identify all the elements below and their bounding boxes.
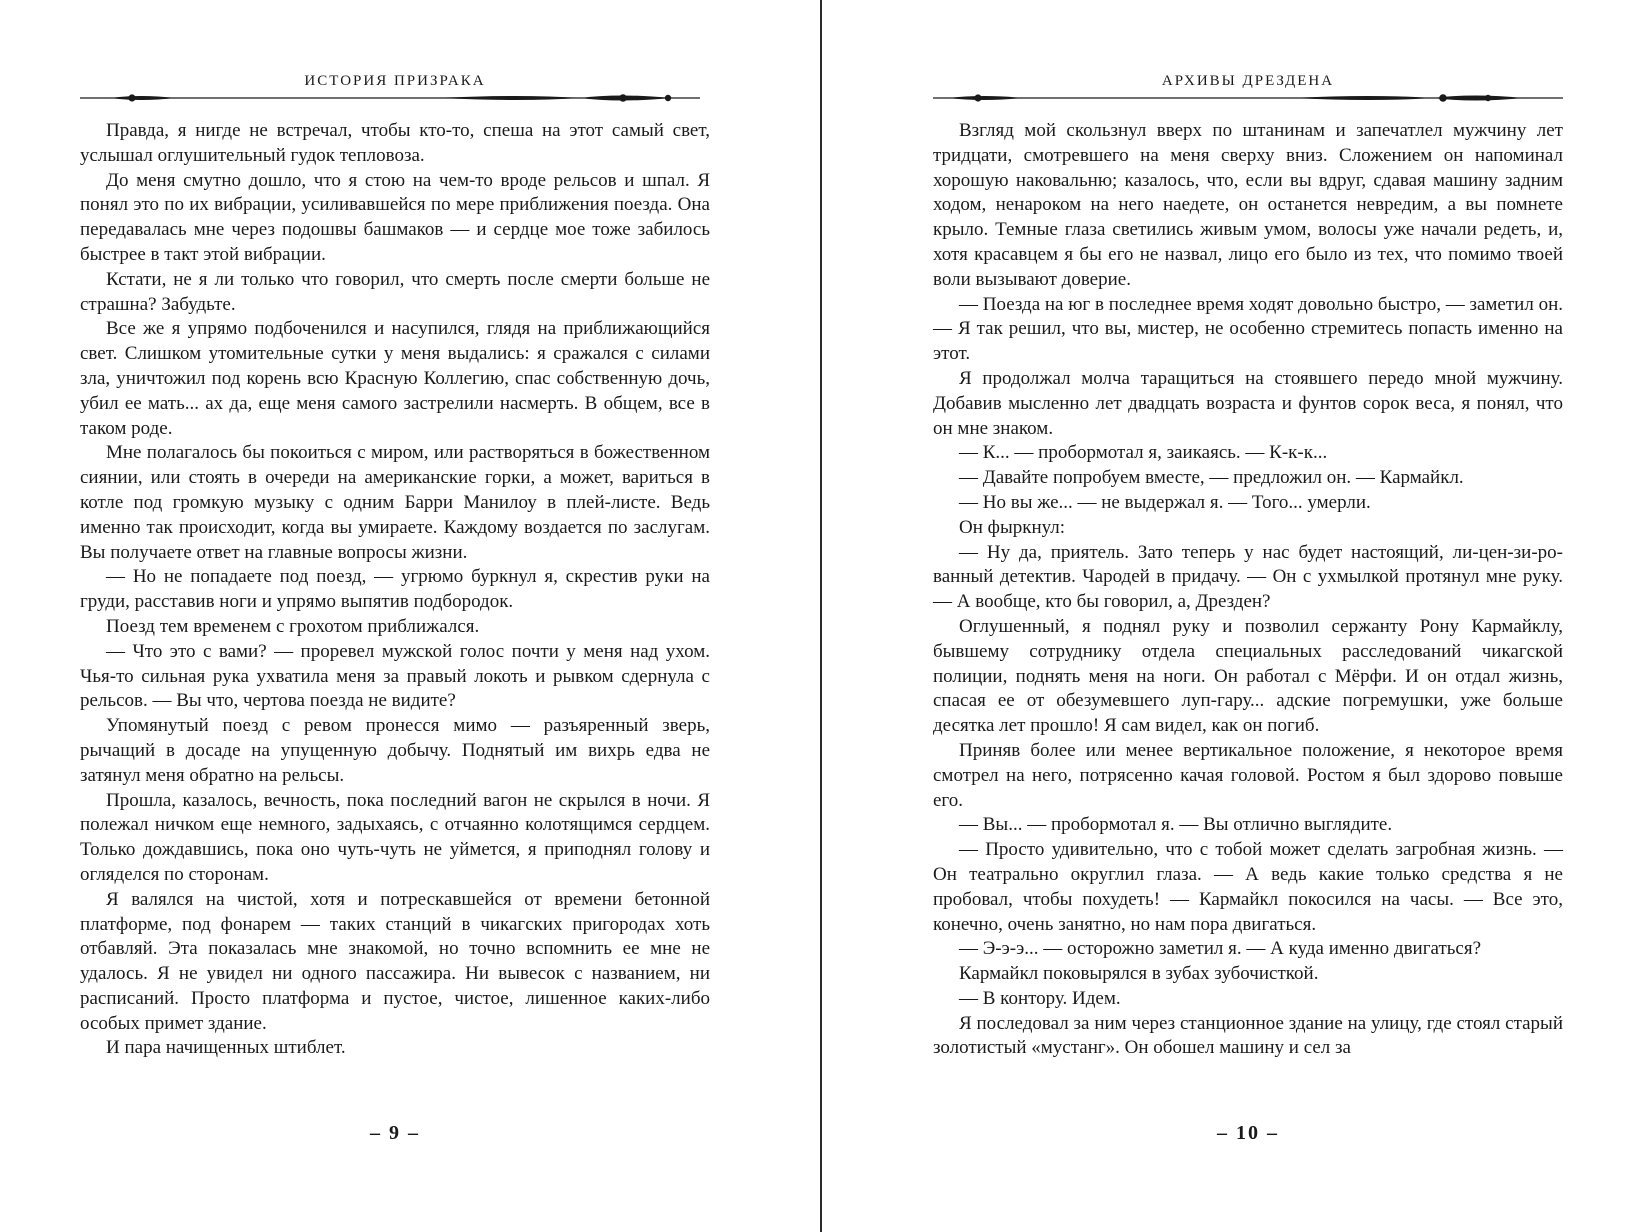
paragraph: Упомянутый поезд с ревом пронесся мимо — разъяренный зверь, рычащий в досаде на упущенную добычу. Поднятый им вихрь едва не затянул меня обратно на рельсы. bbox=[80, 715, 710, 786]
paragraph: Я валялся на чистой, хотя и потрескавшейся от времени бетонной платформе, под фонарем — таких станций в чикагских пригородах хоть отбавляй. Эта показалась мне знакомой, но точно вспомнить ее мне не удалось. Я не увидел ни одного пассажира. Ни вывесок с названием, ни расписаний. Просто платформа и пустое, чистое, лишенное каких-либо особых примет здание. bbox=[80, 888, 710, 1034]
paragraph: — Поезда на юг в последнее время ходят довольно быстро, — заметил он. — Я так решил, что вы, мистер, не особенно стремитесь попасть именно на этот. bbox=[933, 293, 1563, 365]
paragraph: Приняв более или менее вертикальное положение, я некоторое время смотрел на него, потрясенно качая головой. Ростом я был здорово повыше его. bbox=[933, 739, 1563, 811]
paragraph: До меня смутно дошло, что я стою на чем-то вроде рельсов и шпал. Я понял это по их вибрации, усиливавшейся по мере приближения поезда. Она передавалась мне через подошвы башмаков — и сердце мое тоже забилось быстрее в такт этой вибрации. bbox=[80, 169, 710, 265]
paragraph: — Э-э-э... — осторожно заметил я. — А куда именно двигаться? bbox=[959, 938, 1482, 960]
page-body-text bbox=[933, 119, 1563, 1061]
page-number: – 9 – bbox=[370, 1122, 420, 1144]
paragraph: Правда, я нигде не встречал, чтобы кто-то, спеша на этот самый свет, услышал оглушительный гудок тепловоза. bbox=[80, 120, 710, 166]
header-ornament bbox=[80, 91, 710, 105]
header-ornament bbox=[933, 91, 1563, 105]
paragraph: Взгляд мой скользнул вверх по штанинам и запечатлел мужчину лет тридцати, смотревшего на меня сверху вниз. Сложением он напоминал хорошую наковальню; казалось, что, если вы вдруг, сдавая машину задним ходом, ненароком на него наедете, он останется невредим, а вы помнете крыло. Темные глаза светились живым умом, волосы уже начали редеть, и, хотя красавцем я бы его не назвал, лицо его было из тех, что помимо твоей воли вызывают доверие. bbox=[933, 120, 1563, 290]
right-page bbox=[933, 0, 1563, 1232]
paragraph: Я продолжал молча таращиться на стоявшего передо мной мужчину. Добавив мысленно лет двадцать возраста и фунтов сорок веса, я понял, что он мне знаком. bbox=[933, 367, 1563, 439]
paragraph: Кстати, не я ли только что говорил, что смерть после смерти больше не страшна? Забудьте. bbox=[80, 268, 710, 315]
running-head: ИСТОРИЯ ПРИЗРАКА bbox=[304, 73, 486, 89]
paragraph: Кармайкл поковырялся в зубах зубочисткой. bbox=[959, 963, 1319, 985]
paragraph: Я последовал за ним через станционное здание на улицу, где стоял старый золотистый «мустанг». Он обошел машину и сел за bbox=[933, 1012, 1563, 1059]
paragraph: — В контору. Идем. bbox=[959, 987, 1121, 1009]
paragraph: — Вы... — пробормотал я. — Вы отлично выглядите. bbox=[959, 814, 1393, 836]
paragraph: И пара начищенных штиблет. bbox=[106, 1037, 346, 1059]
paragraph: — Просто удивительно, что с тобой может сделать загробная жизнь. — Он театрально округлил глаза. — А ведь какие только средства я не пробовал, чтобы похудеть! — Кармайкл покосился на часы. — Все это, конечно, очень занятно, но нам пора двигаться. bbox=[933, 839, 1563, 935]
paragraph: — Но не попадаете под поезд, — угрюмо буркнул я, скрестив руки на груди, расставив ноги и упрямо выпятив подбородок. bbox=[80, 566, 710, 613]
paragraph: Мне полагалось бы покоиться с миром, или растворяться в божественном сиянии, или стоять в очереди на американские горки, а может, вариться в котле под громкую музыку с одним Барри Манилоу в плей-листе. Ведь именно так происходит, когда вы умираете. Каждому воздается по заслугам. Вы получаете ответ на главные вопросы жизни. bbox=[80, 442, 710, 563]
paragraph: — Ну да, приятель. Зато теперь у нас будет настоящий, ли-цен-зи-ро-ванный детектив. Чародей в придачу. — Он с ухмылкой протянул мне руку. — А вообще, кто бы говорил, а, Дрезден? bbox=[933, 541, 1563, 613]
paragraph: — Что это с вами? — проревел мужской голос почти у меня над ухом. Чья-то сильная рука ухватила меня за правый локоть и рывком сдернула с рельсов. — Вы что, чертова поезда не видите? bbox=[80, 640, 710, 712]
paragraph: — Но вы же... — не выдержал я. — Того... умерли. bbox=[959, 491, 1371, 513]
left-page bbox=[80, 0, 760, 1232]
paragraph: Оглушенный, я поднял руку и позволил сержанту Рону Кармайклу, бывшему сотруднику отдела специальных расследований чикагской полиции, поднять меня на ноги. Он работал с Мёрфи. И он отдал жизнь, спасая ее от обезумевшего луп-гару... адские погремушки, уже больше десятка лет прошло! Я сам видел, как он погиб. bbox=[933, 615, 1563, 737]
paragraph: Поезд тем временем с грохотом приближался. bbox=[106, 615, 480, 637]
running-head: АРХИВЫ ДРЕЗДЕНА bbox=[1161, 73, 1335, 89]
page-number: – 10 – bbox=[1217, 1122, 1279, 1144]
paragraph: Прошла, казалось, вечность, пока последний вагон не скрылся в ночи. Я полежал ничком еще немного, задыхаясь, с отчаянно колотящимся сердцем. Только дождавшись, пока оно чуть-чуть не уймется, я приподнял голову и огляделся по сторонам. bbox=[80, 789, 710, 885]
paragraph: Все же я упрямо подбоченился и насупился, глядя на приближающийся свет. Слишком утомительные сутки у меня выдались: я сражался с силами зла, уничтожил под корень всю Красную Коллегию, спас собственную дочь, убил ее мать... ах да, еще меня самого застрелили насмерть. В общем, все в таком роде. bbox=[80, 318, 710, 439]
book-gutter bbox=[820, 0, 822, 1232]
paragraph: — Давайте попробуем вместе, — предложил он. — Кармайкл. bbox=[959, 467, 1464, 489]
paragraph: — К... — пробормотал я, заикаясь. — К-к-к... bbox=[959, 442, 1328, 464]
paragraph: Он фыркнул: bbox=[959, 516, 1066, 538]
page-body-text bbox=[80, 119, 710, 1061]
